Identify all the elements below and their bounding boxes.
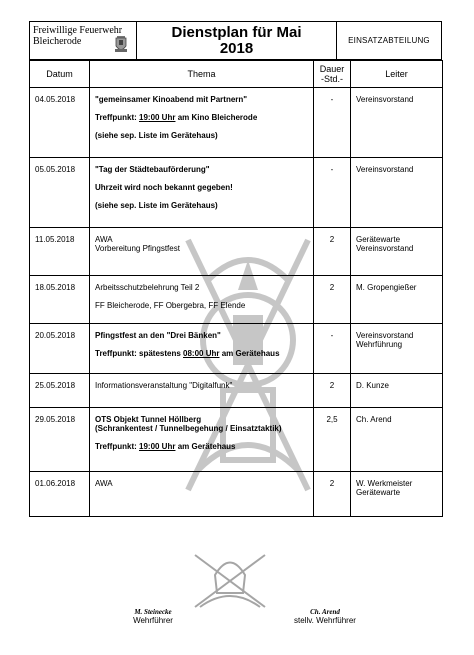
- row-leader: Ch. Arend: [351, 408, 443, 472]
- topic-line: "Tag der Städtebauförderung": [95, 165, 210, 174]
- row-date: 20.05.2018: [30, 324, 90, 374]
- col-header-duration-line1: Dauer: [319, 64, 345, 74]
- topic-line: Treffpunkt: 19:00 Uhr am Gerätehaus: [95, 442, 236, 451]
- row-leader: [351, 228, 443, 276]
- table-row: [30, 276, 443, 324]
- col-header-leader: Leiter: [351, 61, 443, 88]
- title-cell: [137, 22, 337, 59]
- row-topic: [90, 324, 314, 374]
- row-date: 11.05.2018: [30, 228, 90, 276]
- col-header-duration: [314, 61, 351, 88]
- topic-line: Vorbereitung Pfingstfest: [95, 244, 180, 253]
- leader-line: Vereinsvorstand: [356, 331, 414, 340]
- topic-line: (Schrankentest / Tunnelbegehung / Einsatztaktik): [95, 424, 282, 433]
- table-row: [30, 374, 443, 408]
- org-line-2: Bleicherode: [33, 36, 82, 47]
- organization-cell: [30, 22, 137, 59]
- row-leader: Vereinsvorstand: [351, 158, 443, 228]
- row-leader: M. Gropengießer: [351, 276, 443, 324]
- title-line-2: 2018: [219, 40, 254, 57]
- col-header-duration-line2: -Std.-: [320, 74, 343, 84]
- topic-line: OTS Objekt Tunnel Höllberg: [95, 415, 202, 424]
- topic-line: AWA: [95, 235, 113, 244]
- row-leader: [351, 324, 443, 374]
- header-box: [29, 21, 442, 60]
- table-row: [30, 472, 443, 517]
- topic-line: Treffpunkt: spätestens 08:00 Uhr am Gerätehaus: [95, 349, 280, 358]
- topic-line: Uhrzeit wird noch bekannt gegeben!: [95, 183, 233, 192]
- topic-line: Pfingstfest an den "Drei Bänken": [95, 331, 221, 340]
- title-line-1: Dienstplan für Mai: [171, 24, 302, 41]
- row-topic: [90, 408, 314, 472]
- department-cell: EINSATZABTEILUNG: [348, 36, 430, 45]
- signature-name: Ch. Arend: [310, 608, 340, 616]
- topic-line: "gemeinsamer Kinoabend mit Partnern": [95, 95, 248, 104]
- topic-line: Treffpunkt: 19:00 Uhr am Kino Bleicherode: [95, 113, 258, 122]
- row-duration: 2,5: [314, 408, 351, 472]
- topic-line: (siehe sep. Liste im Gerätehaus): [95, 131, 218, 140]
- row-date: 04.05.2018: [30, 88, 90, 158]
- row-topic: Informationsveranstaltung "Digitalfunk": [90, 374, 314, 408]
- signature-block-2: [280, 608, 370, 625]
- signature-role: stellv. Wehrführer: [294, 616, 356, 625]
- row-leader: Vereinsvorstand: [351, 88, 443, 158]
- row-duration: 2: [314, 472, 351, 517]
- row-topic: [90, 276, 314, 324]
- org-line-1: Freiwillige Feuerwehr: [33, 25, 123, 36]
- signature-role: Wehrführer: [133, 616, 173, 625]
- row-date: 05.05.2018: [30, 158, 90, 228]
- topic-line: (siehe sep. Liste im Gerätehaus): [95, 201, 218, 210]
- row-topic: [90, 158, 314, 228]
- row-date: 29.05.2018: [30, 408, 90, 472]
- row-date: 25.05.2018: [30, 374, 90, 408]
- table-row: [30, 408, 443, 472]
- leader-line: Wehrführung: [356, 340, 403, 349]
- leader-line: Gerätewarte: [356, 488, 401, 497]
- leader-line: Vereinsvorstand: [356, 244, 414, 253]
- row-duration: -: [314, 324, 351, 374]
- signature-block-1: [118, 608, 188, 625]
- row-duration: 2: [314, 276, 351, 324]
- table-header-row: [30, 61, 443, 88]
- table-row: [30, 228, 443, 276]
- signature-name: M. Steinecke: [134, 608, 172, 616]
- leader-line: W. Werkmeister: [356, 479, 413, 488]
- topic-line: FF Bleicherode, FF Obergebra, FF Elende: [95, 301, 246, 310]
- table-row: [30, 88, 443, 158]
- row-topic: [90, 88, 314, 158]
- table-row: [30, 324, 443, 374]
- row-topic: AWA: [90, 472, 314, 517]
- fire-brigade-crest-icon: [114, 36, 128, 53]
- leader-line: Gerätewarte: [356, 235, 401, 244]
- table-row: [30, 158, 443, 228]
- row-duration: 2: [314, 374, 351, 408]
- row-duration: 2: [314, 228, 351, 276]
- row-date: 18.05.2018: [30, 276, 90, 324]
- row-topic: [90, 228, 314, 276]
- row-leader: D. Kunze: [351, 374, 443, 408]
- col-header-topic: Thema: [90, 61, 314, 88]
- col-header-date: Datum: [30, 61, 90, 88]
- topic-line: Arbeitsschutzbelehrung Teil 2: [95, 283, 200, 292]
- row-duration: -: [314, 158, 351, 228]
- row-date: 01.06.2018: [30, 472, 90, 517]
- row-leader: [351, 472, 443, 517]
- schedule-table: [29, 60, 443, 517]
- fire-brigade-emblem-icon: [185, 545, 275, 615]
- row-duration: -: [314, 88, 351, 158]
